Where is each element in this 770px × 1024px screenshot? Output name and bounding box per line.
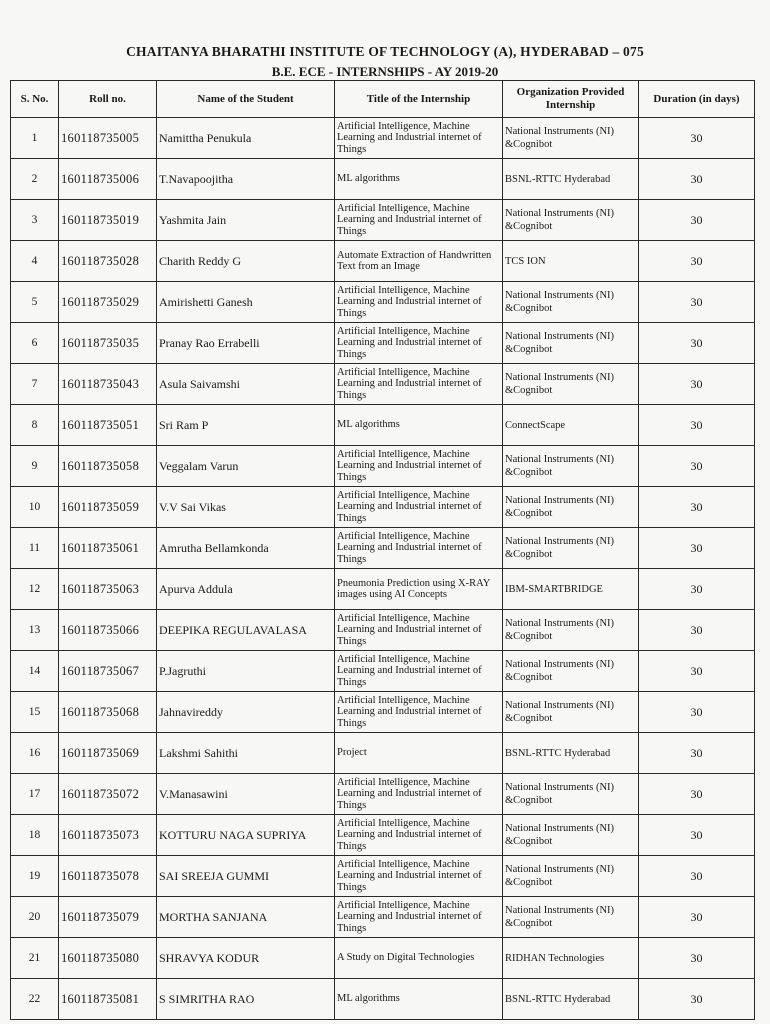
cell-internship-title: Artificial Intelligence, Machine Learning and Industrial internet of Things: [335, 897, 503, 938]
cell-internship-title: Artificial Intelligence, Machine Learning and Industrial internet of Things: [335, 118, 503, 159]
cell-internship-title: ML algorithms: [335, 979, 503, 1020]
cell-sno: 3: [11, 200, 59, 241]
cell-roll-no: 160118735043: [59, 364, 157, 405]
table-row: [11, 323, 755, 364]
cell-internship-title: Artificial Intelligence, Machine Learning and Industrial internet of Things: [335, 282, 503, 323]
cell-roll-no: 160118735080: [59, 938, 157, 979]
cell-organization: National Instruments (NI) &Cognibot: [503, 487, 639, 528]
cell-duration: 30: [639, 856, 755, 897]
cell-organization: National Instruments (NI) &Cognibot: [503, 446, 639, 487]
cell-sno: 13: [11, 610, 59, 651]
table-row: [11, 364, 755, 405]
table-row: [11, 774, 755, 815]
cell-student-name: Namittha Penukula: [157, 118, 335, 159]
cell-duration: 30: [639, 897, 755, 938]
internship-table: [10, 80, 755, 1020]
table-row: [11, 159, 755, 200]
cell-organization: National Instruments (NI) &Cognibot: [503, 651, 639, 692]
institute-title: CHAITANYA BHARATHI INSTITUTE OF TECHNOLOGY (A), HYDERABAD – 075: [126, 44, 644, 59]
cell-sno: 10: [11, 487, 59, 528]
column-header-roll: Roll no.: [59, 81, 157, 118]
cell-organization: BSNL-RTTC Hyderabad: [503, 733, 639, 774]
cell-student-name: SHRAVYA KODUR: [157, 938, 335, 979]
cell-roll-no: 160118735063: [59, 569, 157, 610]
cell-duration: 30: [639, 241, 755, 282]
cell-organization: National Instruments (NI) &Cognibot: [503, 323, 639, 364]
cell-duration: 30: [639, 815, 755, 856]
cell-roll-no: 160118735066: [59, 610, 157, 651]
table-row: [11, 528, 755, 569]
cell-student-name: P.Jagruthi: [157, 651, 335, 692]
cell-roll-no: 160118735058: [59, 446, 157, 487]
cell-duration: 30: [639, 487, 755, 528]
table-row: [11, 815, 755, 856]
cell-organization: BSNL-RTTC Hyderabad: [503, 979, 639, 1020]
cell-duration: 30: [639, 651, 755, 692]
table-row: [11, 118, 755, 159]
cell-sno: 22: [11, 979, 59, 1020]
cell-student-name: Veggalam Varun: [157, 446, 335, 487]
cell-organization: ConnectScape: [503, 405, 639, 446]
cell-duration: 30: [639, 610, 755, 651]
cell-student-name: Jahnavireddy: [157, 692, 335, 733]
cell-student-name: V.V Sai Vikas: [157, 487, 335, 528]
cell-duration: 30: [639, 323, 755, 364]
cell-sno: 14: [11, 651, 59, 692]
cell-duration: 30: [639, 405, 755, 446]
cell-internship-title: Artificial Intelligence, Machine Learning and Industrial internet of Things: [335, 446, 503, 487]
cell-sno: 17: [11, 774, 59, 815]
cell-student-name: Pranay Rao Errabelli: [157, 323, 335, 364]
cell-student-name: Yashmita Jain: [157, 200, 335, 241]
cell-duration: 30: [639, 118, 755, 159]
table-row: [11, 938, 755, 979]
cell-internship-title: Artificial Intelligence, Machine Learning and Industrial internet of Things: [335, 364, 503, 405]
column-header-organization: Organization Provided Internship: [503, 81, 639, 118]
cell-sno: 2: [11, 159, 59, 200]
cell-duration: 30: [639, 774, 755, 815]
cell-duration: 30: [639, 282, 755, 323]
cell-sno: 9: [11, 446, 59, 487]
cell-sno: 12: [11, 569, 59, 610]
cell-student-name: Amrutha Bellamkonda: [157, 528, 335, 569]
cell-organization: TCS ION: [503, 241, 639, 282]
cell-roll-no: 160118735029: [59, 282, 157, 323]
cell-student-name: SAI SREEJA GUMMI: [157, 856, 335, 897]
table-row: [11, 446, 755, 487]
cell-student-name: DEEPIKA REGULAVALASA: [157, 610, 335, 651]
cell-roll-no: 160118735005: [59, 118, 157, 159]
column-header-name: Name of the Student: [157, 81, 335, 118]
cell-roll-no: 160118735028: [59, 241, 157, 282]
cell-sno: 20: [11, 897, 59, 938]
cell-roll-no: 160118735006: [59, 159, 157, 200]
cell-internship-title: Artificial Intelligence, Machine Learning and Industrial internet of Things: [335, 487, 503, 528]
cell-student-name: Asula Saivamshi: [157, 364, 335, 405]
cell-roll-no: 160118735079: [59, 897, 157, 938]
cell-internship-title: Artificial Intelligence, Machine Learning and Industrial internet of Things: [335, 774, 503, 815]
column-header-duration: Duration (in days): [639, 81, 755, 118]
cell-organization: National Instruments (NI) &Cognibot: [503, 692, 639, 733]
table-header-row: [11, 81, 755, 118]
table-row: [11, 856, 755, 897]
cell-sno: 16: [11, 733, 59, 774]
cell-sno: 15: [11, 692, 59, 733]
table-row: [11, 487, 755, 528]
cell-student-name: Amirishetti Ganesh: [157, 282, 335, 323]
cell-student-name: S SIMRITHA RAO: [157, 979, 335, 1020]
cell-internship-title: ML algorithms: [335, 159, 503, 200]
cell-roll-no: 160118735059: [59, 487, 157, 528]
cell-organization: BSNL-RTTC Hyderabad: [503, 159, 639, 200]
cell-roll-no: 160118735068: [59, 692, 157, 733]
cell-duration: 30: [639, 569, 755, 610]
cell-sno: 1: [11, 118, 59, 159]
cell-organization: National Instruments (NI) &Cognibot: [503, 856, 639, 897]
cell-roll-no: 160118735078: [59, 856, 157, 897]
cell-sno: 5: [11, 282, 59, 323]
cell-duration: 30: [639, 364, 755, 405]
table-row: [11, 897, 755, 938]
table-row: [11, 651, 755, 692]
cell-duration: 30: [639, 200, 755, 241]
cell-roll-no: 160118735061: [59, 528, 157, 569]
cell-roll-no: 160118735035: [59, 323, 157, 364]
cell-internship-title: Automate Extraction of Handwritten Text from an Image: [335, 241, 503, 282]
table-row: [11, 569, 755, 610]
cell-organization: RIDHAN Technologies: [503, 938, 639, 979]
cell-internship-title: Pneumonia Prediction using X-RAY images using AI Concepts: [335, 569, 503, 610]
table-row: [11, 200, 755, 241]
cell-roll-no: 160118735051: [59, 405, 157, 446]
cell-organization: National Instruments (NI) &Cognibot: [503, 200, 639, 241]
table-row: [11, 241, 755, 282]
cell-student-name: MORTHA SANJANA: [157, 897, 335, 938]
cell-duration: 30: [639, 979, 755, 1020]
table-row: [11, 282, 755, 323]
cell-organization: National Instruments (NI) &Cognibot: [503, 897, 639, 938]
cell-internship-title: Artificial Intelligence, Machine Learning and Industrial internet of Things: [335, 815, 503, 856]
cell-internship-title: ML algorithms: [335, 405, 503, 446]
cell-internship-title: A Study on Digital Technologies: [335, 938, 503, 979]
cell-organization: National Instruments (NI) &Cognibot: [503, 364, 639, 405]
cell-sno: 7: [11, 364, 59, 405]
cell-student-name: KOTTURU NAGA SUPRIYA: [157, 815, 335, 856]
cell-roll-no: 160118735019: [59, 200, 157, 241]
cell-organization: National Instruments (NI) &Cognibot: [503, 118, 639, 159]
table-row: [11, 733, 755, 774]
cell-student-name: T.Navapoojitha: [157, 159, 335, 200]
cell-sno: 21: [11, 938, 59, 979]
cell-roll-no: 160118735072: [59, 774, 157, 815]
cell-sno: 11: [11, 528, 59, 569]
cell-duration: 30: [639, 733, 755, 774]
cell-student-name: Apurva Addula: [157, 569, 335, 610]
cell-sno: 8: [11, 405, 59, 446]
cell-roll-no: 160118735067: [59, 651, 157, 692]
cell-student-name: Charith Reddy G: [157, 241, 335, 282]
cell-student-name: Sri Ram P: [157, 405, 335, 446]
cell-duration: 30: [639, 692, 755, 733]
cell-organization: IBM-SMARTBRIDGE: [503, 569, 639, 610]
column-header-sno: S. No.: [11, 81, 59, 118]
cell-internship-title: Artificial Intelligence, Machine Learning and Industrial internet of Things: [335, 610, 503, 651]
cell-organization: National Instruments (NI) &Cognibot: [503, 282, 639, 323]
cell-duration: 30: [639, 446, 755, 487]
cell-duration: 30: [639, 938, 755, 979]
cell-duration: 30: [639, 159, 755, 200]
cell-internship-title: Artificial Intelligence, Machine Learning and Industrial internet of Things: [335, 651, 503, 692]
cell-internship-title: Artificial Intelligence, Machine Learning and Industrial internet of Things: [335, 323, 503, 364]
cell-internship-title: Project: [335, 733, 503, 774]
column-header-title: Title of the Internship: [335, 81, 503, 118]
cell-internship-title: Artificial Intelligence, Machine Learning and Industrial internet of Things: [335, 200, 503, 241]
document-subtitle: B.E. ECE - INTERNSHIPS - AY 2019-20: [271, 64, 499, 79]
cell-organization: National Instruments (NI) &Cognibot: [503, 610, 639, 651]
cell-internship-title: Artificial Intelligence, Machine Learning and Industrial internet of Things: [335, 528, 503, 569]
table-row: [11, 405, 755, 446]
cell-organization: National Instruments (NI) &Cognibot: [503, 528, 639, 569]
cell-student-name: Lakshmi Sahithi: [157, 733, 335, 774]
table-row: [11, 610, 755, 651]
cell-roll-no: 160118735073: [59, 815, 157, 856]
cell-duration: 30: [639, 528, 755, 569]
cell-internship-title: Artificial Intelligence, Machine Learning and Industrial internet of Things: [335, 692, 503, 733]
cell-roll-no: 160118735069: [59, 733, 157, 774]
table-row: [11, 692, 755, 733]
cell-sno: 19: [11, 856, 59, 897]
table-row: [11, 979, 755, 1020]
cell-sno: 4: [11, 241, 59, 282]
cell-roll-no: 160118735081: [59, 979, 157, 1020]
cell-student-name: V.Manasawini: [157, 774, 335, 815]
cell-sno: 18: [11, 815, 59, 856]
cell-organization: National Instruments (NI) &Cognibot: [503, 815, 639, 856]
cell-sno: 6: [11, 323, 59, 364]
cell-internship-title: Artificial Intelligence, Machine Learning and Industrial internet of Things: [335, 856, 503, 897]
cell-organization: National Instruments (NI) &Cognibot: [503, 774, 639, 815]
